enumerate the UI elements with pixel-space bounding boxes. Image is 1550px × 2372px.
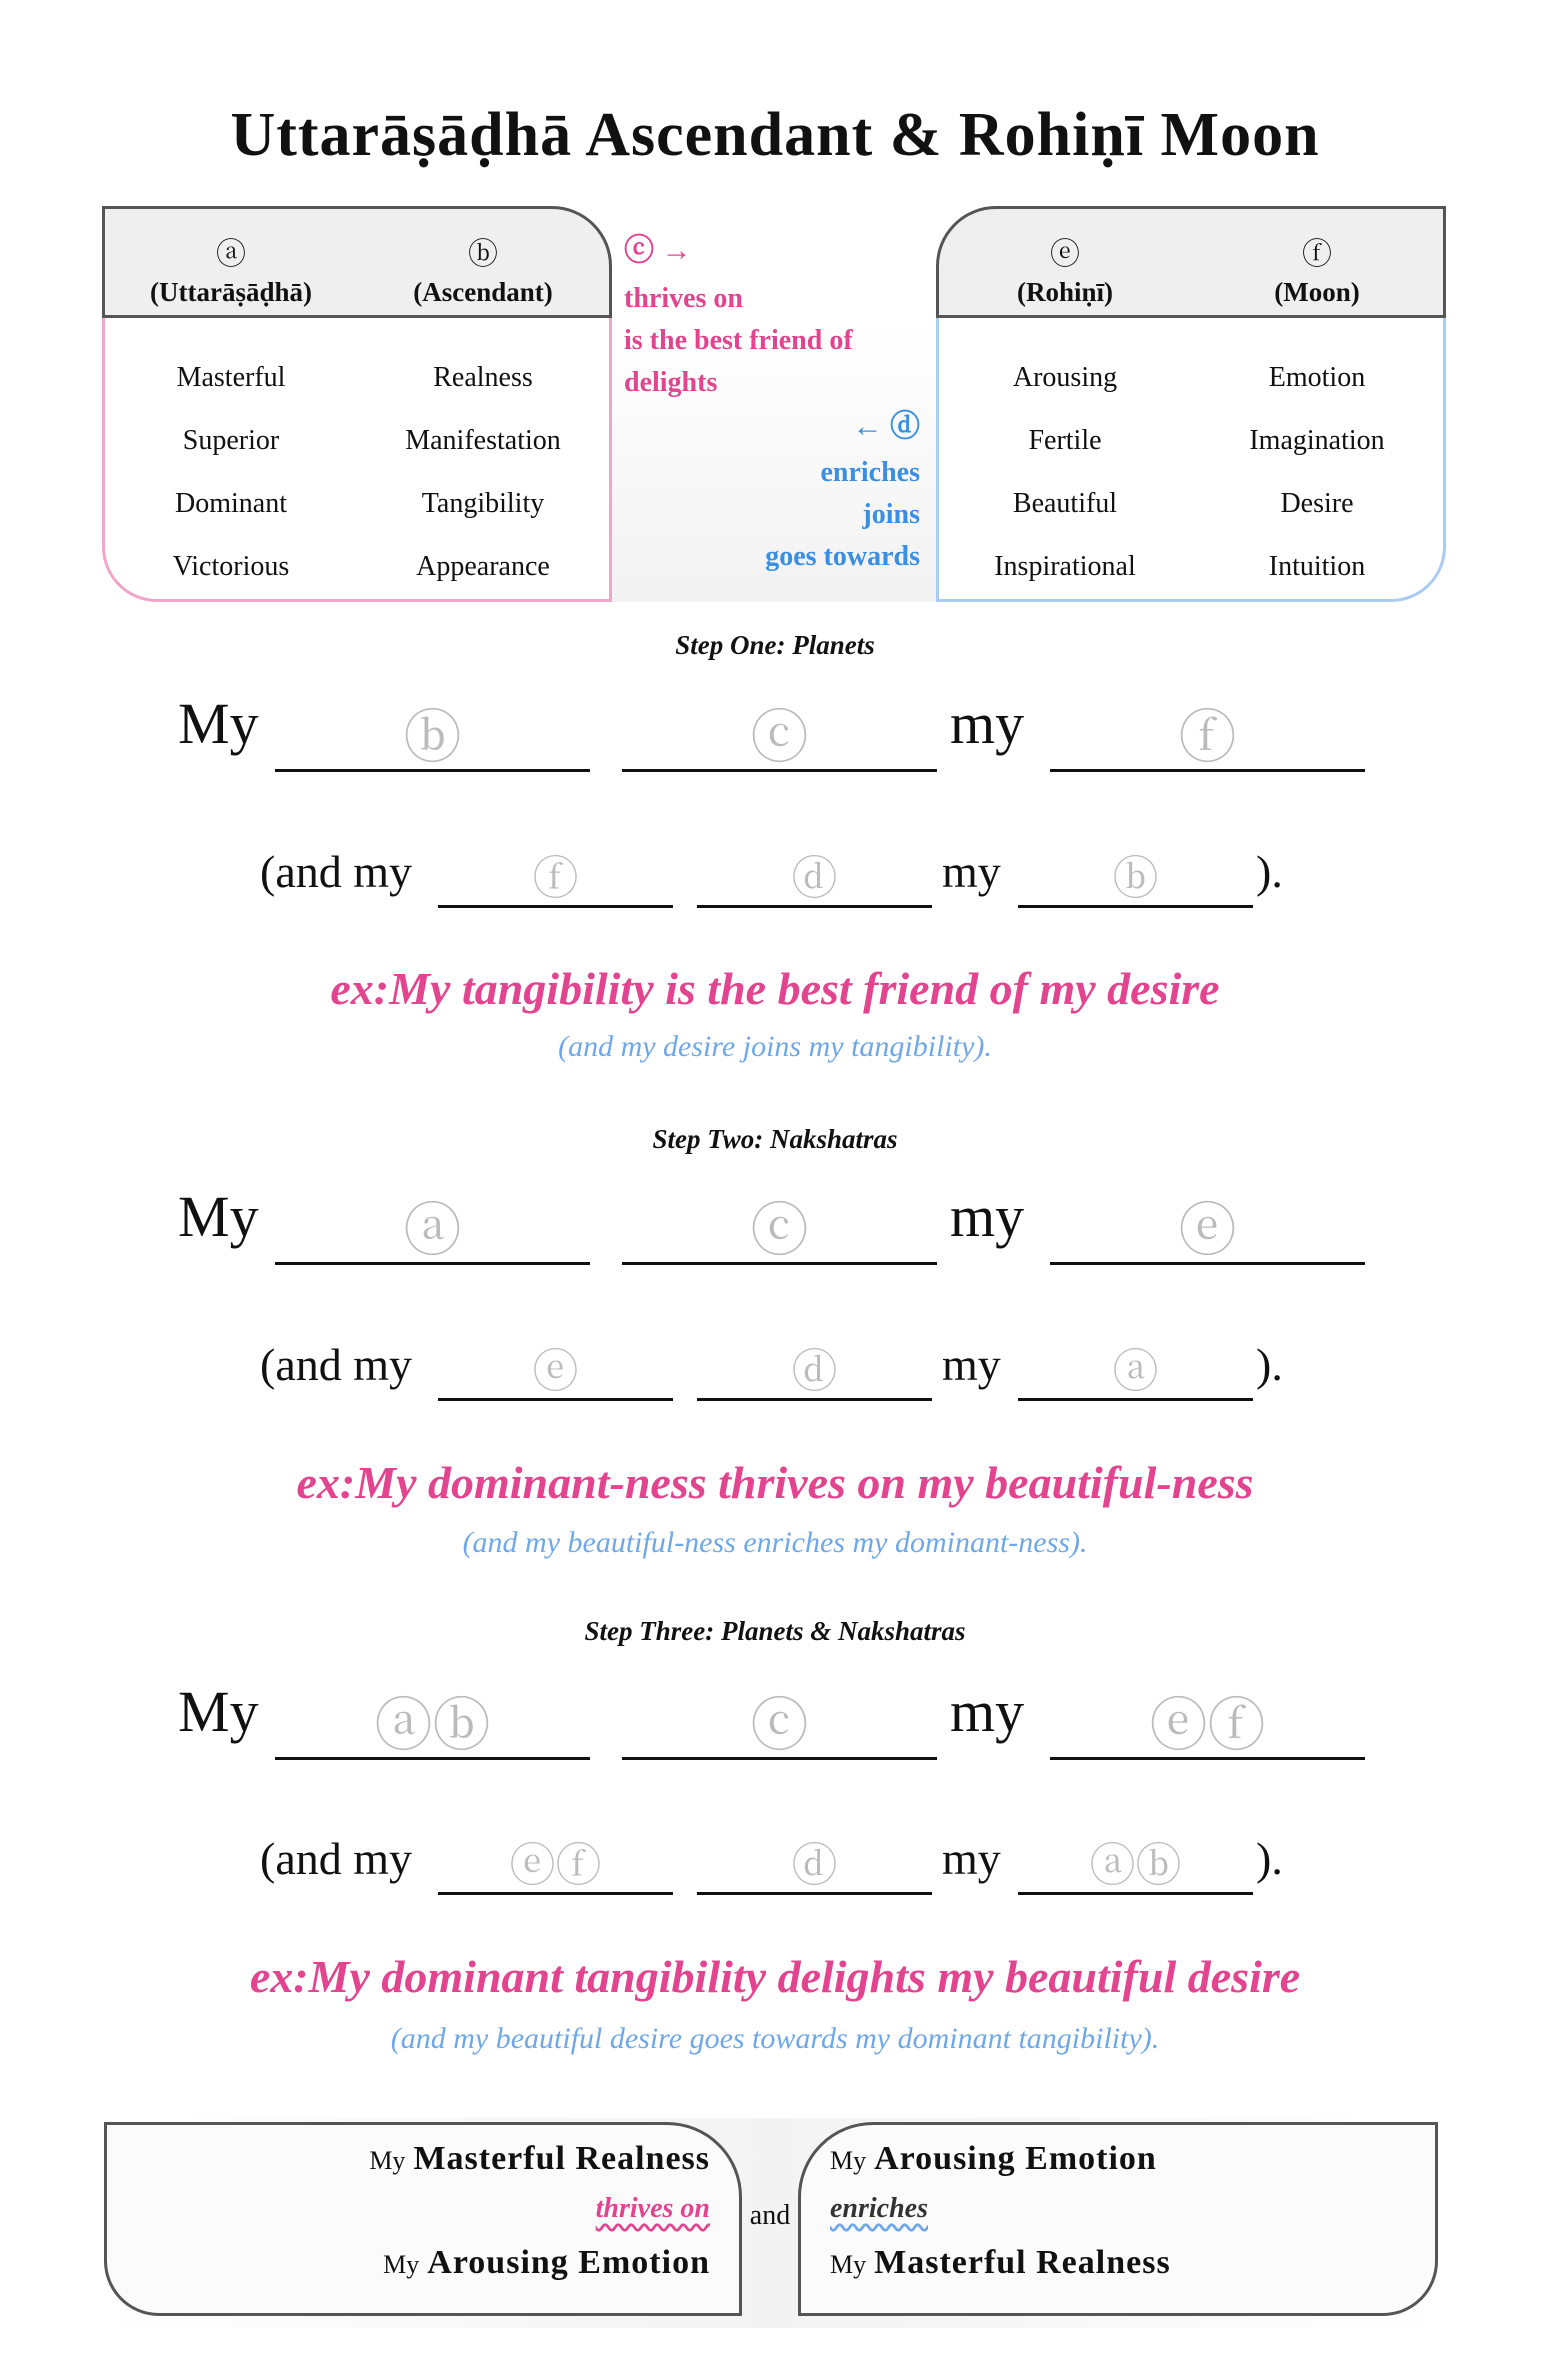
blank-e[interactable] [438, 1335, 673, 1401]
blank-f[interactable] [438, 842, 673, 908]
column-e: Arousing Fertile Beautiful Inspirational [994, 362, 1136, 582]
c-marker: ⓒ → [624, 234, 692, 267]
word-my-lower: my [942, 846, 1001, 897]
hint-icon: ⓐ [1112, 1344, 1159, 1398]
bottom-right-line1: My Arousing Emotion [830, 2140, 1157, 2177]
d-marker: ← ⓓ [852, 410, 920, 443]
blank-ef[interactable] [438, 1829, 673, 1895]
word-my-lower: my [950, 1679, 1025, 1744]
hint-icon: ⓑ [1112, 851, 1159, 905]
word-my-lower: my [942, 1339, 1001, 1390]
column-a: Masterful Superior Dominant Victorious [172, 362, 290, 582]
blank-f[interactable] [1050, 690, 1365, 772]
circle-e-icon: ⓔ [1050, 238, 1080, 271]
word-close: ). [1256, 846, 1283, 897]
hint-icon: ⓓ [791, 1838, 838, 1892]
hint-icon: ⓔ [1178, 1196, 1237, 1264]
step-one-title: Step One: Planets [675, 630, 875, 660]
bottom-left-line1: My Masterful Realness [369, 2140, 710, 2177]
bottom-and: and [749, 2200, 791, 2231]
blank-e[interactable] [1050, 1183, 1365, 1265]
bottom-right-verb: enriches [830, 2193, 928, 2224]
blank-d[interactable] [697, 842, 932, 908]
bottom-right-line3: My Masterful Realness [830, 2244, 1171, 2281]
words-left [102, 318, 612, 602]
hint-icon: ⓒ [750, 1196, 809, 1264]
hint-icon: ⓓ [791, 1344, 838, 1398]
blank-ab[interactable] [1018, 1829, 1253, 1895]
hint-icon: ⓓ [791, 851, 838, 905]
blank-d[interactable] [697, 1335, 932, 1401]
column-b: Realness Manifestation Tangibility Appearance [405, 362, 561, 582]
example-one: ex:My tangibility is the best friend of my desire [330, 963, 1220, 1014]
bottom-left-verb: thrives on [595, 2193, 710, 2224]
blank-ef[interactable] [1050, 1678, 1365, 1760]
word-close: ). [1256, 1833, 1283, 1884]
hint-icon: ⓐ [403, 1196, 462, 1264]
word-my-lower: my [950, 691, 1025, 756]
hint-icon: ⓕ [1178, 703, 1237, 771]
circle-a-icon: ⓐ [216, 238, 246, 271]
hint-icon: ⓒ [750, 703, 809, 771]
step-three-title: Step Three: Planets & Nakshatras [584, 1616, 966, 1646]
word-my: My [178, 1679, 259, 1744]
example-two: ex:My dominant-ness thrives on my beautiful-ness [296, 1457, 1254, 1508]
header-right [936, 206, 1446, 318]
example-one-continued: (and my desire joins my tangibility). [558, 1030, 992, 1063]
blank-ab[interactable] [275, 1678, 590, 1760]
example-two-continued: (and my beautiful-ness enriches my dominant-ness). [462, 1526, 1088, 1559]
word-my-lower: my [950, 1184, 1025, 1249]
hint-icon: ⓔⓕ [509, 1838, 602, 1892]
blank-b[interactable] [1018, 842, 1253, 908]
word-and-my: (and my [260, 846, 413, 897]
header-e: ⓔ (Rohiṇī) [939, 209, 1191, 315]
hint-icon: ⓒ [750, 1691, 809, 1759]
hint-icon: ⓑ [403, 703, 462, 771]
c-verbs: thrives on is the best friend of delights [624, 283, 853, 398]
word-close: ). [1256, 1339, 1283, 1390]
bottom-left-line3: My Arousing Emotion [383, 2244, 710, 2281]
step-two-title: Step Two: Nakshatras [652, 1124, 898, 1154]
d-verbs: enriches joins goes towards [765, 457, 920, 572]
blank-c[interactable] [622, 690, 937, 772]
hint-icon: ⓔⓕ [1149, 1691, 1266, 1759]
example-three-continued: (and my beautiful desire goes towards my dominant tangibility). [390, 2022, 1160, 2055]
blank-b[interactable] [275, 690, 590, 772]
word-my: My [178, 1184, 259, 1249]
hint-icon: ⓕ [532, 851, 579, 905]
header-a: ⓐ (Uttarāṣāḍhā) [105, 209, 357, 315]
example-three: ex:My dominant tangibility delights my beautiful desire [249, 1951, 1301, 2002]
word-my-lower: my [942, 1833, 1001, 1884]
blank-c[interactable] [622, 1678, 937, 1760]
hint-icon: ⓐⓑ [1089, 1838, 1182, 1892]
column-f: Emotion Imagination Desire Intuition [1249, 362, 1385, 582]
blank-a[interactable] [275, 1183, 590, 1265]
words-right [936, 318, 1446, 602]
blank-a[interactable] [1018, 1335, 1253, 1401]
word-and-my: (and my [260, 1339, 413, 1390]
hint-icon: ⓐⓑ [374, 1691, 491, 1759]
circle-b-icon: ⓑ [468, 238, 498, 271]
circle-f-icon: ⓕ [1302, 238, 1332, 271]
word-and-my: (and my [260, 1833, 413, 1884]
blank-c[interactable] [622, 1183, 937, 1265]
word-my: My [178, 691, 259, 756]
blank-d[interactable] [697, 1829, 932, 1895]
header-b: ⓑ (Ascendant) [357, 209, 609, 315]
header-f: ⓕ (Moon) [1191, 209, 1443, 315]
page-title: Uttarāṣāḍhā Ascendant & Rohiṇī Moon [230, 101, 1320, 169]
hint-icon: ⓔ [532, 1344, 579, 1398]
header-left [102, 206, 612, 318]
